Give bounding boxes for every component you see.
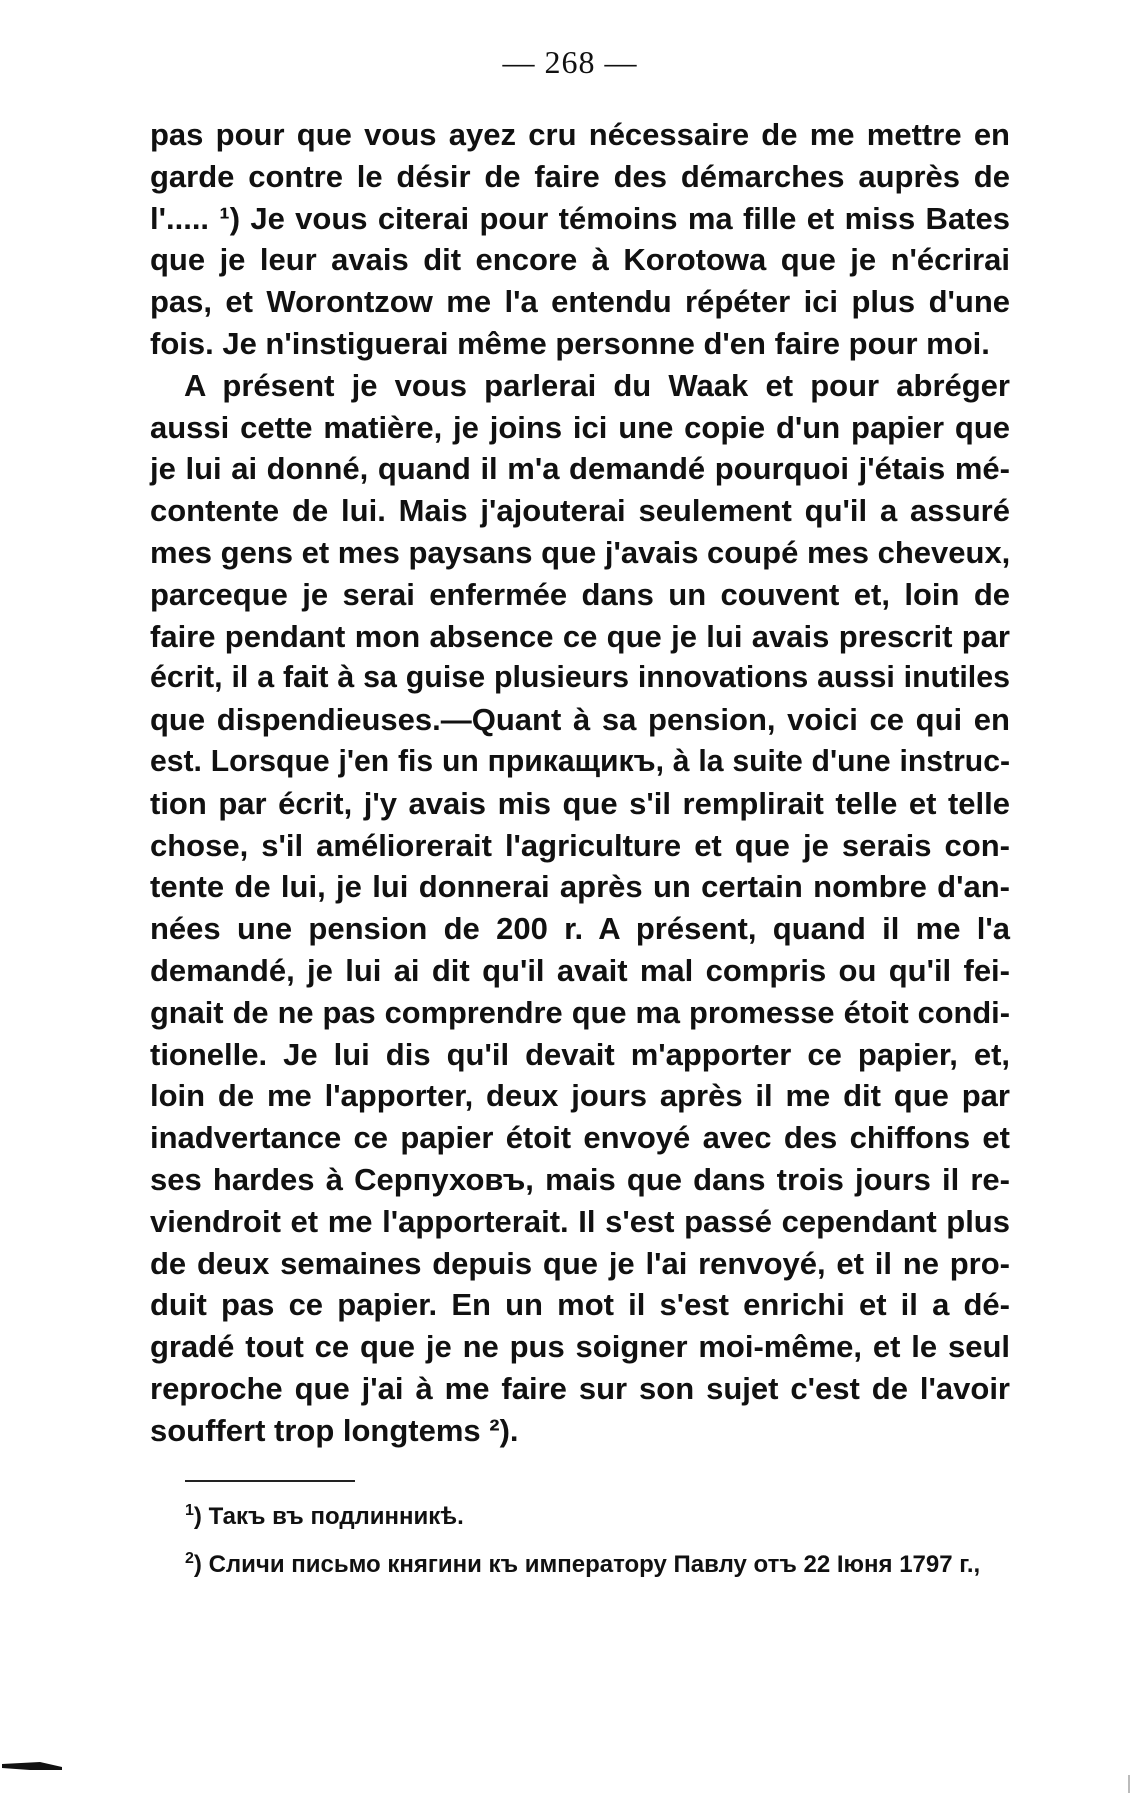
text-line-content: inadvertance ce papier étoit envoyé avec des chiffons et — [150, 1120, 1010, 1156]
text-line-content: parceque je serai enfermée dans un couvent et, loin de — [150, 576, 1010, 612]
text-line — [150, 866, 1010, 908]
text-line — [150, 1159, 1010, 1201]
text-line-content: tion par écrit, j'y avais mis que s'il remplirait telle et telle — [150, 785, 1010, 821]
text-line-content: duit pas ce papier. En un mot il s'est enrichi et il a dé- — [150, 1287, 1010, 1323]
text-line — [150, 490, 1010, 532]
page-number: — 268 — — [502, 44, 638, 80]
text-line — [150, 825, 1010, 867]
text-line — [150, 1201, 1010, 1243]
ink-mark-icon — [0, 1758, 70, 1772]
text-line — [150, 239, 1010, 281]
text-line — [150, 1034, 1010, 1076]
text-line — [150, 1368, 1010, 1410]
text-line-content: tionelle. Je lui dis qu'il devait m'apporter ce papier, et, — [150, 1036, 1010, 1072]
text-line — [150, 741, 1010, 783]
text-line — [150, 281, 1010, 323]
text-line-content: pas, et Worontzow me l'a entendu répéter ici plus d'une — [150, 284, 1010, 320]
text-line-content: mes gens et mes paysans que j'avais coupé mes cheveux, — [150, 534, 1011, 570]
text-line-content: que je leur avais dit encore à Korotowa que je n'écrirai — [150, 242, 1010, 278]
footnote-mark: 1 — [185, 1502, 194, 1519]
text-line — [150, 532, 1010, 574]
text-line-content: reproche que j'ai à me faire sur son sujet c'est de l'avoir — [150, 1370, 1010, 1406]
text-line-content: de deux semaines depuis que je l'ai renvoyé, et il ne pro- — [150, 1245, 1010, 1281]
text-line-content: A présent je vous parlerai du Waak et pour abréger — [184, 367, 1010, 403]
body-text — [150, 114, 1010, 1452]
text-line-content: je lui ai donné, quand il m'a demandé pourquoi j'étais mé- — [150, 451, 1010, 487]
text-line-content: garde contre le désir de faire des démarches auprès de — [150, 158, 1010, 194]
footnote-text: ) Такъ въ подлинникѣ. — [193, 1503, 464, 1530]
text-line — [150, 365, 1010, 407]
footnotes — [185, 1490, 1025, 1586]
text-line-content: chose, s'il améliorerait l'agriculture et que je serais con- — [150, 827, 1010, 863]
text-line-content: nées une pension de 200 r. A présent, quand il me l'a — [150, 911, 1010, 947]
text-line — [150, 783, 1010, 825]
text-line-content: faire pendant mon absence ce que je lui avais prescrit par — [150, 618, 1010, 654]
text-line-content: l'..... ¹) Je vous citerai pour témoins ma fille et miss Bates — [150, 200, 1010, 236]
text-line — [150, 616, 1010, 658]
text-line-content: est. Lorsque j'en fis un прикащикъ, à la suite d'une instruc- — [150, 744, 1010, 778]
text-line — [150, 657, 1010, 699]
text-line-content: aussi cette matière, je joins ici une copie d'un papier que — [150, 409, 1010, 445]
text-line — [150, 1075, 1010, 1117]
text-line — [150, 950, 1010, 992]
text-line — [150, 699, 1010, 741]
text-line — [150, 1326, 1010, 1368]
footnote-separator — [185, 1480, 355, 1482]
text-line — [150, 992, 1010, 1034]
edge-mark — [1128, 1775, 1130, 1793]
text-line-content: contente de lui. Mais j'ajouterai seulement qu'il a assuré — [150, 493, 1010, 529]
text-line — [150, 323, 1010, 365]
text-line — [150, 1243, 1010, 1285]
text-line-content: demandé, je lui ai dit qu'il avait mal compris ou qu'il fei- — [150, 952, 1010, 988]
text-line-content: écrit, il a fait à sa guise plusieurs innovations aussi inutiles — [150, 660, 1010, 695]
text-line-content: loin de me l'apporter, deux jours après il me dit que par — [150, 1078, 1010, 1114]
text-line — [150, 156, 1010, 198]
text-line-content: que dispendieuses.—Quant à sa pension, voici ce qui en — [150, 702, 1010, 738]
text-line-content: gnait de ne pas comprendre que ma promesse étoit condi- — [150, 994, 1010, 1030]
footnote — [185, 1490, 1025, 1538]
text-line — [150, 114, 1010, 156]
text-line-content: tente de lui, je lui donnerai après un certain nombre d'an- — [150, 869, 1010, 905]
text-line — [150, 1410, 1010, 1452]
text-line — [150, 574, 1010, 616]
footnote-text: ) Сличи письмо княгини къ императору Павлу отъ 22 Іюня 1797 г., — [193, 1551, 981, 1578]
text-line-content: viendroit et me l'apporterait. Il s'est passé cependant plus — [150, 1203, 1010, 1239]
text-line-content: ses hardes à Серпуховъ, mais que dans trois jours il re- — [150, 1161, 1010, 1197]
text-line — [150, 448, 1010, 490]
text-line-content: gradé tout ce que je ne pus soigner moi-même, et le seul — [150, 1329, 1010, 1365]
text-line — [150, 1117, 1010, 1159]
text-line — [150, 908, 1010, 950]
text-line-content: pas pour que vous ayez cru nécessaire de me mettre en — [150, 117, 1010, 152]
text-line — [150, 198, 1010, 240]
footnote-mark: 2 — [185, 1550, 194, 1567]
text-line-content: souffert trop longtems ²). — [150, 1412, 519, 1448]
footnote — [185, 1538, 1025, 1586]
text-line-content: fois. Je n'instiguerai même personne d'en faire pour moi. — [150, 325, 990, 361]
text-line — [150, 407, 1010, 449]
text-line — [150, 1284, 1010, 1326]
